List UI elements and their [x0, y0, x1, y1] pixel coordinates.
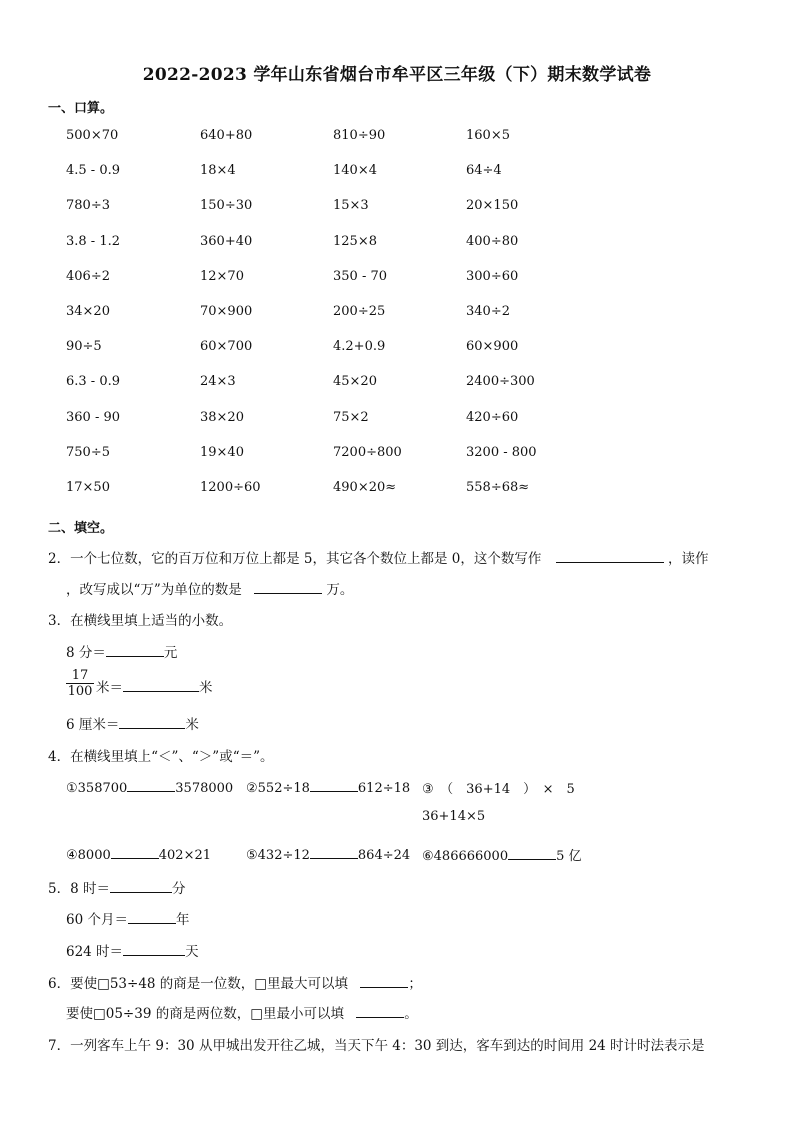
oral-calc-item: 500×70 [66, 128, 119, 143]
oral-calc-item: 640+80 [200, 128, 253, 143]
oral-calc-row [66, 163, 626, 198]
question-5-c: 624 时＝ 天 [66, 944, 199, 960]
oral-calc-item: 360 - 90 [66, 409, 121, 425]
oral-calc-item: 17×50 [66, 479, 110, 495]
oral-calc-row [66, 410, 626, 445]
oral-calc-row [66, 374, 626, 409]
answer-blank[interactable] [127, 778, 175, 792]
oral-calc-item: 70×900 [200, 303, 253, 319]
oral-calc-item: 90÷5 [66, 339, 102, 355]
oral-calc-item: 780÷3 [66, 198, 110, 214]
oral-calc-item: 340÷2 [466, 303, 510, 319]
answer-blank[interactable] [128, 910, 176, 924]
oral-calc-item: 2400÷300 [466, 374, 535, 390]
oral-calc-item: 200÷25 [333, 303, 386, 319]
question-4-item-5: ⑤432÷12 864÷24 [246, 845, 410, 863]
question-7: 7．一列客车上午 9：30 从甲城出发开往乙城，当天下午 4：30 到达，客车到达的时间用 24 时计时法表示是 [48, 1038, 705, 1054]
answer-blank[interactable] [119, 715, 185, 729]
oral-calc-item: 350 - 70 [333, 268, 388, 284]
answer-blank[interactable] [556, 549, 664, 563]
oral-calc-item: 150÷30 [200, 198, 253, 214]
oral-calc-item: 75×2 [333, 409, 369, 425]
oral-calc-item: 360+40 [200, 233, 253, 249]
answer-blank[interactable] [356, 1004, 404, 1018]
oral-calc-row [66, 234, 626, 269]
oral-calc-item: 400÷80 [466, 233, 519, 249]
answer-blank[interactable] [111, 845, 159, 859]
oral-calc-item: 125×8 [333, 233, 377, 249]
oral-calc-item: 34×20 [66, 303, 110, 319]
oral-calc-item: 300÷60 [466, 268, 519, 284]
question-6-b: 要使□05÷39 的商是两位数，□里最小可以填 。 [66, 1006, 418, 1022]
answer-blank[interactable] [123, 678, 199, 692]
oral-calc-item: 64÷4 [466, 163, 502, 179]
oral-calc-row [66, 269, 626, 304]
oral-calc-item: 12×70 [200, 268, 244, 284]
oral-calc-item: 3200 - 800 [466, 444, 537, 460]
question-4-stem: 4．在横线里填上“＜”、“＞”或“＝”。 [48, 749, 274, 765]
oral-calc-item: 45×20 [333, 374, 377, 390]
oral-calc-item: 1200÷60 [200, 479, 261, 495]
section-1-heading: 一、口算。 [48, 101, 114, 116]
oral-calc-row [66, 480, 626, 515]
oral-calc-row [66, 339, 626, 374]
question-4-item-2: ②552÷18 612÷18 [246, 778, 410, 796]
question-4-item-1: ①358700 3578000 [66, 778, 233, 796]
page-title: 2022-2023 学年山东省烟台市牟平区三年级（下）期末数学试卷 [142, 65, 652, 85]
question-5-b: 60 个月＝ 年 [66, 912, 190, 928]
answer-blank[interactable] [110, 879, 172, 893]
oral-calc-item: 15×3 [333, 198, 369, 214]
oral-calc-item: 140×4 [333, 163, 377, 179]
question-3-b: 米＝ 米 [96, 680, 213, 696]
answer-blank[interactable] [508, 846, 556, 860]
answer-blank[interactable] [360, 974, 408, 988]
oral-calc-item: 750÷5 [66, 444, 110, 460]
oral-calc-item: 420÷60 [466, 409, 519, 425]
oral-calc-row [66, 198, 626, 233]
oral-calc-item: 4.5 - 0.9 [66, 163, 121, 179]
question-3-stem: 3．在横线里填上适当的小数。 [48, 613, 233, 629]
question-6-a: 6．要使□53÷48 的商是一位数，□里最大可以填 ； [48, 976, 422, 992]
question-3-c: 6 厘米＝ 米 [66, 717, 199, 733]
question-5-a: 5．8 时＝ 分 [48, 881, 186, 897]
oral-calc-item: 3.8 - 1.2 [66, 233, 121, 249]
oral-calc-item: 38×20 [200, 409, 244, 425]
oral-calc-row [66, 304, 626, 339]
oral-calc-item: 20×150 [466, 198, 519, 214]
oral-calc-item: 490×20≈ [333, 479, 397, 495]
question-4-item-3: ③ （ 36+14 ） × 5 [422, 782, 575, 797]
answer-blank[interactable] [310, 778, 358, 792]
oral-calc-item: 7200÷800 [333, 444, 402, 460]
answer-blank[interactable] [106, 643, 164, 657]
question-2-line2: ，改写成以“万”为单位的数是 万。 [66, 582, 354, 598]
oral-calc-item: 19×40 [200, 444, 244, 460]
oral-calc-item: 24×3 [200, 374, 236, 390]
section-2-heading: 二、填空。 [48, 521, 114, 536]
answer-blank[interactable] [310, 845, 358, 859]
oral-calc-item: 810÷90 [333, 128, 386, 143]
oral-calc-item: 160×5 [466, 128, 510, 143]
oral-calc-item: 60×700 [200, 339, 253, 355]
oral-calc-item: 18×4 [200, 163, 236, 179]
question-4-item-3-right: 36+14×5 [422, 809, 486, 824]
oral-calc-item: 406÷2 [66, 268, 110, 284]
oral-calc-item: 60×900 [466, 339, 519, 355]
question-2-line1: 2．一个七位数，它的百万位和万位上都是 5，其它各个数位上都是 0，这个数写作 ，读作 [48, 551, 709, 567]
oral-calc-item: 6.3 - 0.9 [66, 374, 121, 390]
answer-blank[interactable] [254, 580, 322, 594]
fraction-17-100: $\frac{17}{100}$ [67, 668, 93, 699]
question-4-item-6: ⑥486666000 5 亿 [422, 845, 582, 864]
answer-blank[interactable] [123, 942, 185, 956]
oral-calc-item: 558÷68≈ [466, 479, 530, 495]
question-4-item-4: ④8000 402×21 [66, 845, 211, 863]
question-3-a: 8 分＝ 元 [66, 645, 178, 661]
oral-calc-item: 4.2+0.9 [333, 339, 386, 355]
oral-calc-row [66, 445, 626, 480]
oral-calc-grid [66, 128, 626, 515]
oral-calc-row [66, 128, 626, 163]
